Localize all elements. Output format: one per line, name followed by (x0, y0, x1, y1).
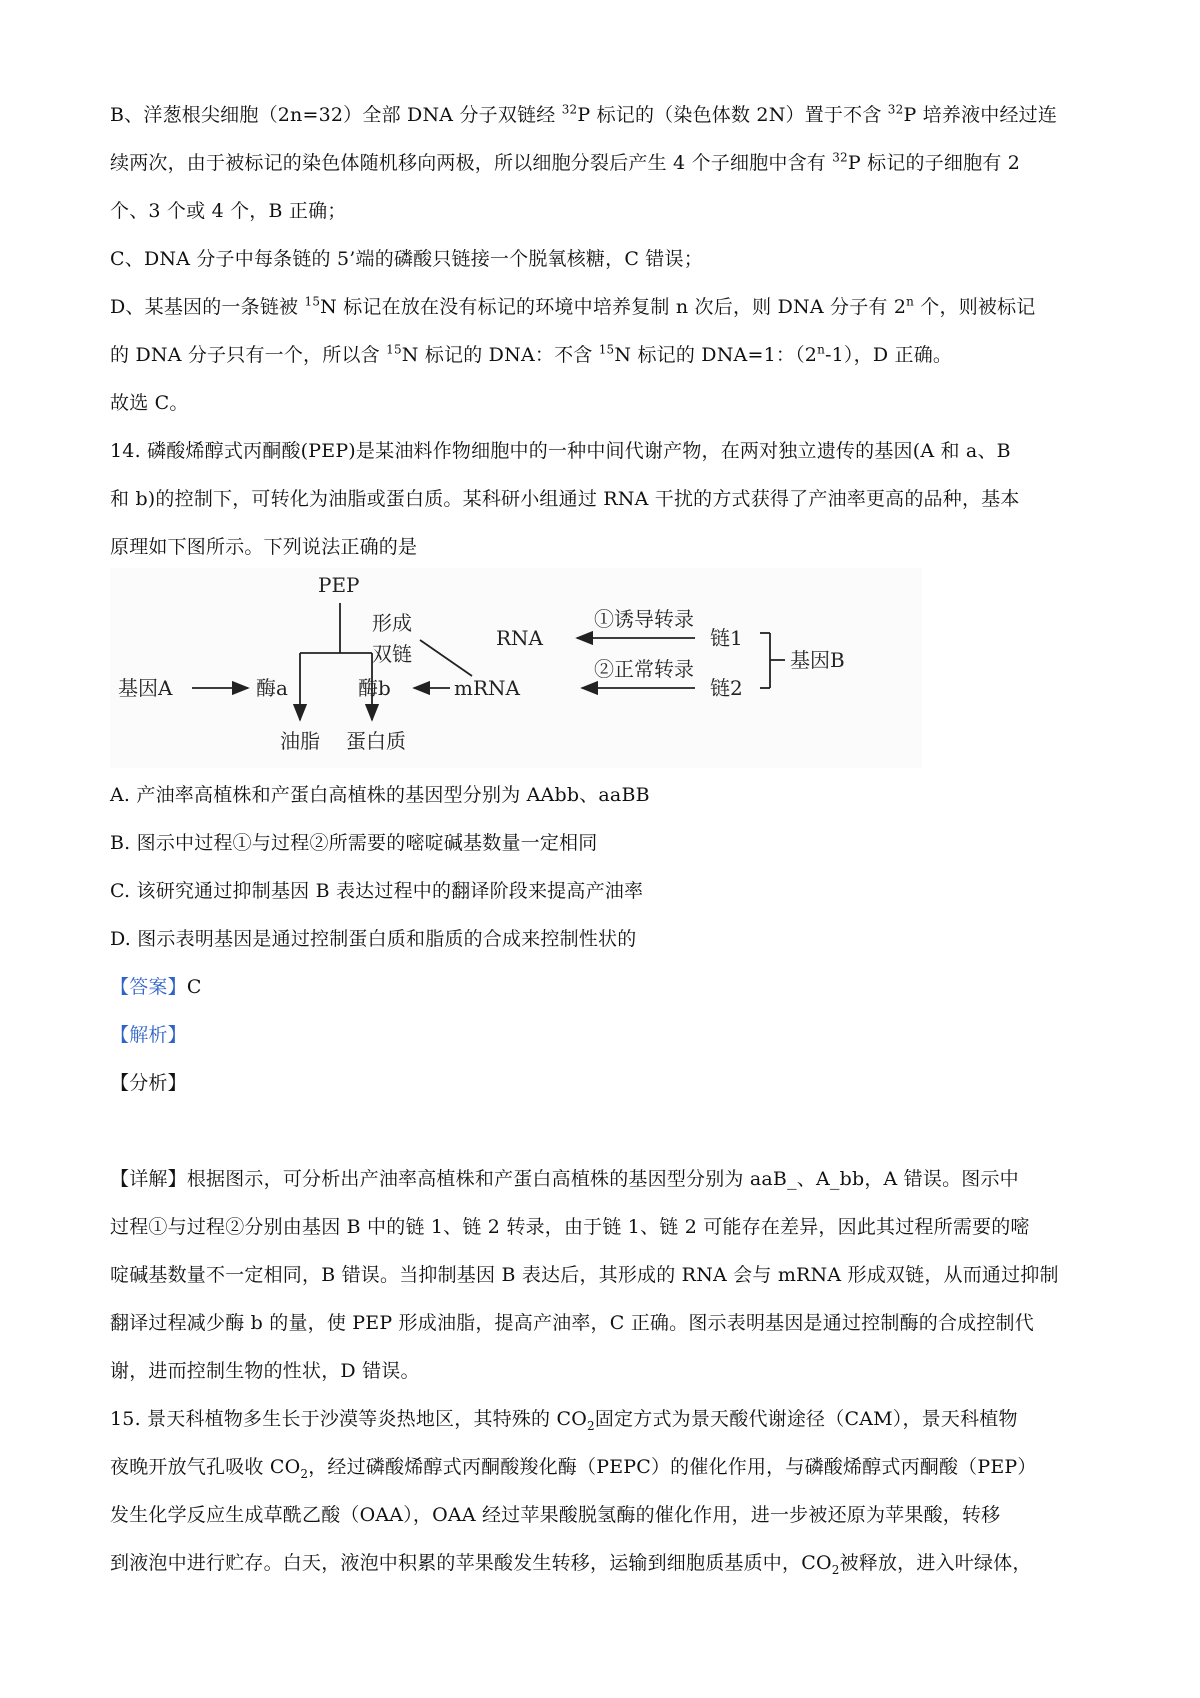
oil-label: 油脂 (280, 729, 320, 753)
q14-detail-line2: 过程①与过程②分别由基因 B 中的链 1、链 2 转录，由于链 1、链 2 可能存在差异，因此其过程所需要的嘧 (110, 1216, 1030, 1238)
q13-choose: 故选 C。 (110, 392, 189, 414)
protein-label: 蛋白质 (346, 729, 406, 753)
q15-stem-line3: 发生化学反应生成草酰乙酸（OAA），OAA 经过苹果酸脱氢酶的催化作用，进一步被还原为苹果酸，转移 (110, 1504, 1001, 1526)
q14-detail-line5: 谢，进而控制生物的性状，D 错误。 (110, 1360, 420, 1382)
q14-option-c: C. 该研究通过抑制基因 B 表达过程中的翻译阶段来提高产油率 (110, 880, 644, 902)
enzyme-a-label: 酶a (256, 676, 288, 700)
q14-analysis-label: 【分析】 (110, 1072, 187, 1094)
q14-detail-line4: 翻译过程减少酶 b 的量，使 PEP 形成油脂，提高产油率，C 正确。图示表明基因是通过控制酶的合成控制代 (110, 1312, 1034, 1334)
q13-option-b-line2: 续两次，由于被标记的染色体随机移向两极，所以细胞分裂后产生 4 个子细胞中含有 $^{32}$P 标记的子细胞有 2 (110, 150, 1021, 174)
process1-label: ①诱导转录 (594, 607, 694, 631)
chain1-label: 链1 (710, 626, 743, 650)
q13-option-d-line1: D、某基因的一条链被 $^{15}$N 标记在放在没有标记的环境中培养复制 n 次后，则 DNA 分子有 2$^n$ 个，则被标记 (110, 294, 1036, 318)
q14-option-d: D. 图示表明基因是通过控制蛋白质和脂质的合成来控制性状的 (110, 928, 637, 950)
rna-label: RNA (496, 626, 544, 650)
gene-a-label: 基因A (118, 676, 173, 700)
q14-detail-line1: 【详解】根据图示，可分析出产油率高植株和产蛋白高植株的基因型分别为 aaB_、A_bb，A 错误。图示中 (110, 1168, 1019, 1190)
gene-b-label: 基因B (790, 648, 845, 672)
q14-stem-line2: 和 b)的控制下，可转化为油脂或蛋白质。某科研小组通过 RNA 干扰的方式获得了产油率更高的品种，基本 (110, 488, 1020, 510)
q14-stem-line3: 原理如下图所示。下列说法正确的是 (110, 536, 418, 558)
q14-stem-line1: 14. 磷酸烯醇式丙酮酸(PEP)是某油料作物细胞中的一种中间代谢产物，在两对独立遗传的基因(A 和 a、B (110, 440, 1011, 462)
q14-answer (110, 972, 202, 999)
q14-option-a: A. 产油率高植株和产蛋白高植株的基因型分别为 AAbb、aaBB (110, 784, 650, 806)
chain2-label: 链2 (710, 676, 743, 700)
q14-option-b: B. 图示中过程①与过程②所需要的嘧啶碱基数量一定相同 (110, 832, 598, 854)
q15-stem-line4: 到液泡中进行贮存。白天，液泡中积累的苹果酸发生转移，运输到细胞质基质中，$CO_2$被释放，进入叶绿体， (110, 1552, 1032, 1577)
enzyme-b-label: 酶b (358, 676, 391, 700)
q14-detail-line3: 啶碱基数量不一定相同，B 错误。当抑制基因 B 表达后，其形成的 RNA 会与 mRNA 形成双链，从而通过抑制 (110, 1264, 1059, 1286)
mrna-label: mRNA (454, 676, 520, 700)
form-label: 形成 (372, 611, 412, 635)
pep-label: PEP (318, 573, 360, 597)
q13-option-c: C、DNA 分子中每条链的 5’端的磷酸只链接一个脱氧核糖，C 错误； (110, 248, 703, 270)
q13-option-b-line3: 个、3 个或 4 个，B 正确； (110, 200, 347, 222)
answer-label: 【答案】 (110, 976, 187, 998)
q14-explanation-label: 【解析】 (110, 1024, 187, 1046)
rna-interference-diagram (110, 568, 922, 768)
q15-stem-line2: 夜晚开放气孔吸收 $CO_2$，经过磷酸烯醇式丙酮酸羧化酶（PEPC）的催化作用，与磷酸烯醇式丙酮酸（PEP） (110, 1456, 1037, 1481)
double-strand-line (420, 640, 472, 676)
q13-option-d-line2: 的 DNA 分子只有一个，所以含 $^{15}$N 标记的 DNA：不含 $^{15}$N 标记的 DNA=1：（2$^n$-1），D 正确。 (110, 342, 953, 366)
double-strand-label: 双链 (372, 642, 412, 666)
answer-value: C (186, 976, 202, 998)
process2-label: ②正常转录 (594, 657, 694, 681)
detail-label: 【详解】 (110, 1168, 187, 1190)
q15-stem-line1: 15. 景天科植物多生长于沙漠等炎热地区，其特殊的 $CO_2$固定方式为景天酸代谢途径（CAM），景天科植物 (110, 1408, 1018, 1433)
q13-option-b-line1: B、洋葱根尖细胞（2n=32）全部 DNA 分子双链经 $^{32}$P 标记的（染色体数 2N）置于不含 $^{32}$P 培养液中经过连 (110, 102, 1058, 126)
